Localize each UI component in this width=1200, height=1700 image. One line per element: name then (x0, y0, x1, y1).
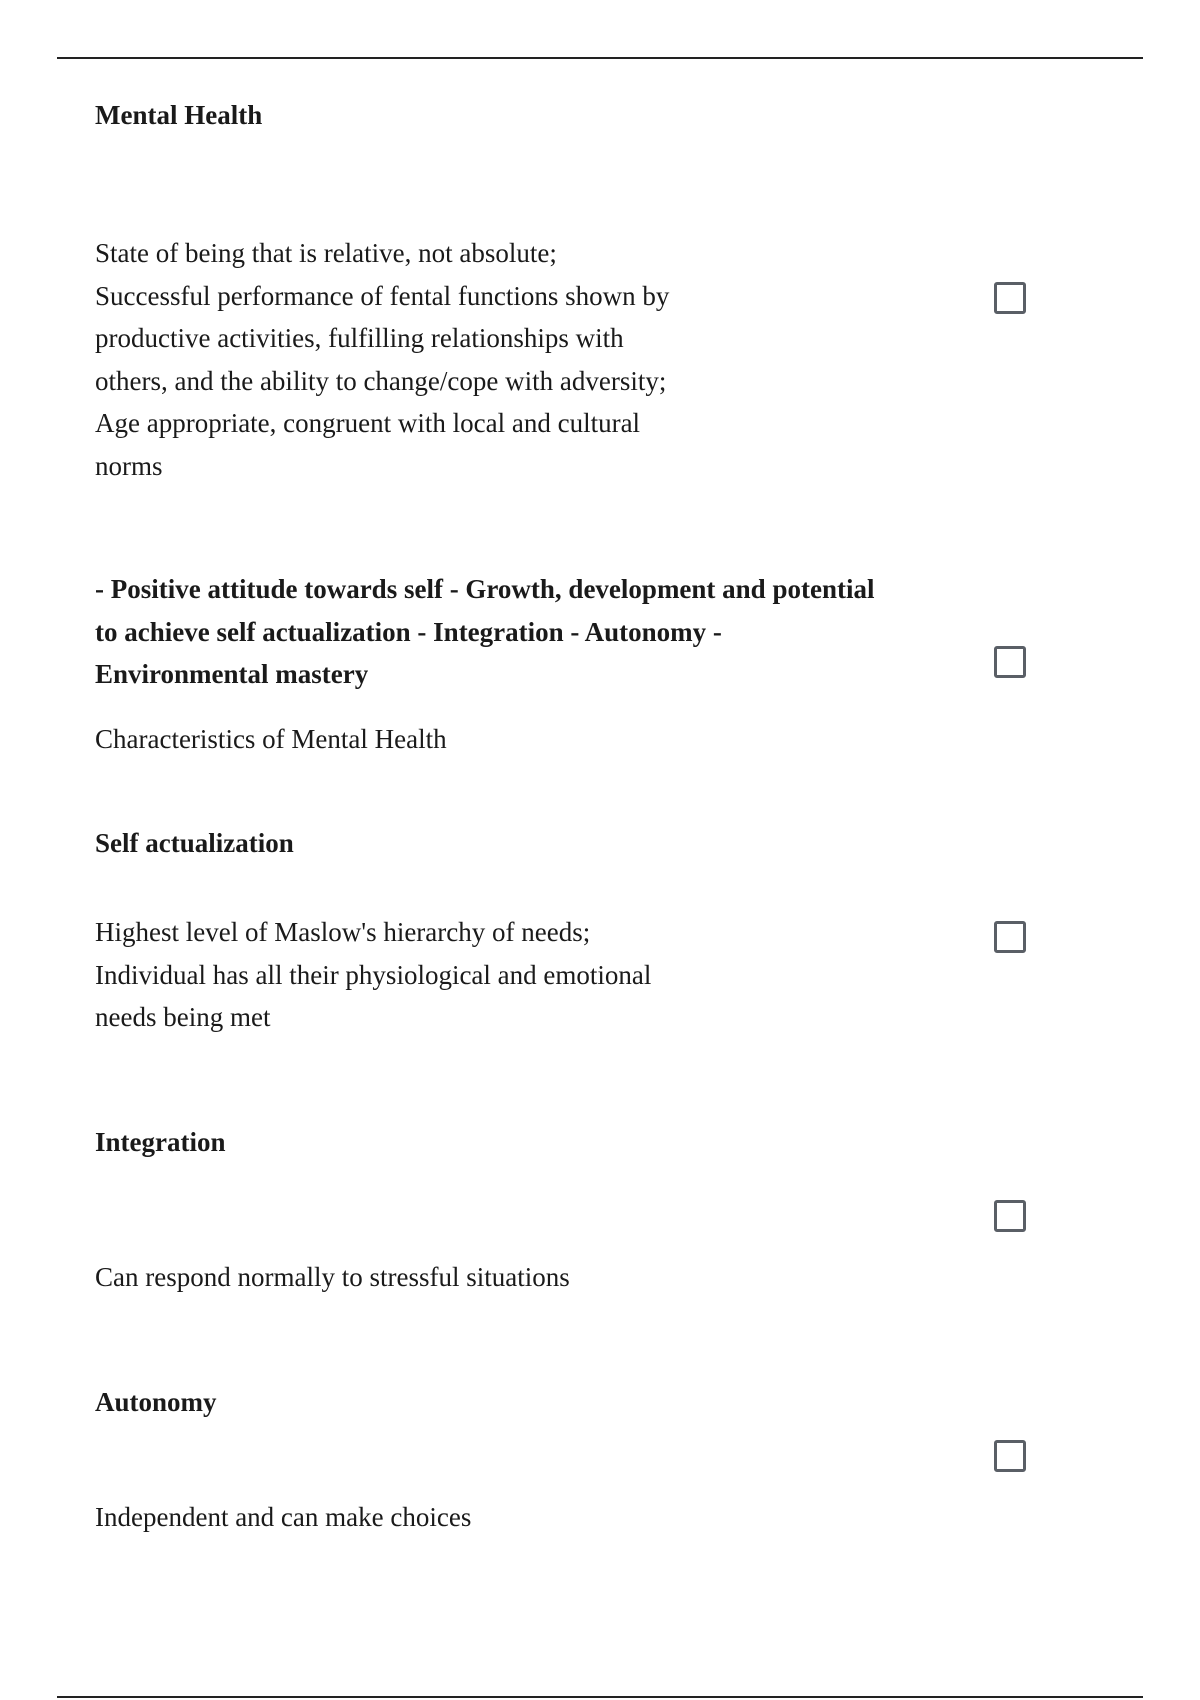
card-checkbox[interactable] (994, 282, 1026, 314)
definition-mental-health: State of being that is relative, not absolute; Successful performance of fental functions shown by productive activities, fulfilling relationships with others, and the ability to change/cope with adversity; Age appropriate, congruent with local and cultural norms (95, 238, 670, 481)
term-characteristics-list: - Positive attitude towards self - Growth, development and potential to achieve self actualization - Integration - Autonomy - Environmental mastery (95, 574, 875, 689)
term-mental-health: Mental Health (95, 100, 263, 130)
card-checkbox[interactable] (994, 921, 1026, 953)
definition-characteristics: Characteristics of Mental Health (95, 724, 447, 754)
term-integration: Integration (95, 1127, 226, 1157)
definition-self-actualization: Highest level of Maslow's hierarchy of needs; Individual has all their physiological and emotional needs being met (95, 917, 652, 1032)
card-checkbox[interactable] (994, 1200, 1026, 1232)
card-checkbox[interactable] (994, 1440, 1026, 1472)
card-checkbox[interactable] (994, 646, 1026, 678)
top-divider (57, 57, 1143, 59)
term-self-actualization: Self actualization (95, 828, 294, 858)
term-autonomy: Autonomy (95, 1387, 217, 1417)
bottom-divider (57, 1696, 1143, 1698)
definition-autonomy: Independent and can make choices (95, 1502, 472, 1532)
definition-integration: Can respond normally to stressful situations (95, 1262, 570, 1292)
